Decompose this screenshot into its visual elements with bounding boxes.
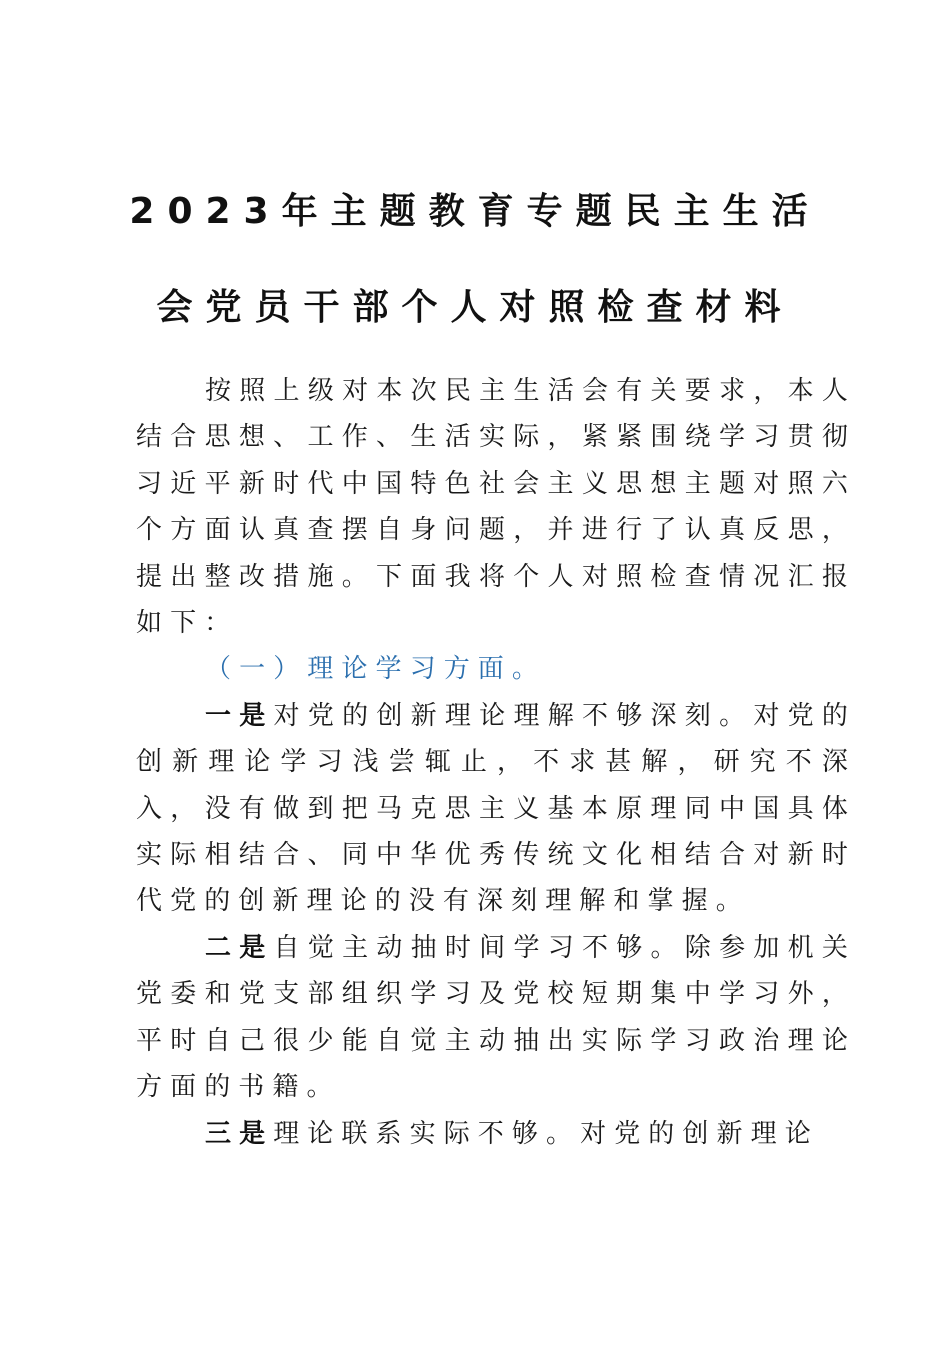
document-title-line-1: 2023年主题教育专题民主生活 xyxy=(129,191,821,232)
item-text-3: 理论联系实际不够。对党的创新理论 xyxy=(273,1118,819,1149)
item-text-2: 自觉主动抽时间学习不够。除参加机关党委和党支部组织学习及党校短期集中学习外，平时自己很少能自觉主动抽出实际学习政治理论方面的书籍。 xyxy=(136,932,856,1103)
item-lead-3: 三是 xyxy=(205,1118,274,1149)
section-heading-theory-study: （一）理论学习方面。 xyxy=(205,654,547,685)
item-paragraph-3 xyxy=(136,1111,856,1157)
item-paragraph-1 xyxy=(136,693,856,925)
document-body xyxy=(136,368,856,1157)
document-title-line-2: 会党员干部个人对照检查材料 xyxy=(156,287,794,328)
item-lead-1: 一是 xyxy=(205,700,274,731)
item-text-1: 对党的创新理论理解不够深刻。对党的创新理论学习浅尝辄止，不求甚解，研究不深入，没有做到把马克思主义基本原理同中国具体实际相结合、同中华优秀传统文化相结合对新时代党的创新理论的没有深刻理解和掌握。 xyxy=(136,700,856,917)
item-paragraph-2 xyxy=(136,925,856,1111)
intro-paragraph: 按照上级对本次民主生活会有关要求，本人结合思想、工作、生活实际，紧紧围绕学习贯彻习近平新时代中国特色社会主义思想主题对照六个方面认真查摆自身问题，并进行了认真反思，提出整改措施。下面我将个人对照检查情况汇报如下： xyxy=(136,376,856,639)
item-lead-2: 二是 xyxy=(205,932,274,963)
